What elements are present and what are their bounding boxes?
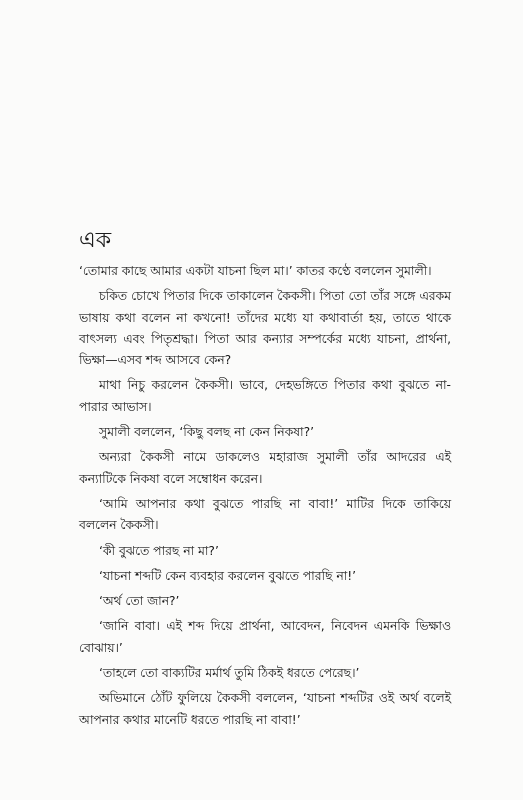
paragraph: চকিত চোখে পিতার দিকে তাকালেন কৈকসী। পিতা তো তাঁর সঙ্গে এরকম ভাষায় কথা বলেন না কখনো! তাঁদের মধ্যে যা কথাবার্তা হয়, তাতে থাকে বাৎসল্য এবং পিতৃশ্রদ্ধা। পিতা আর কন্যার সম্পর্কের মধ্যে যাচনা, প্রার্থনা, ভিক্ষা—এসব শব্দ আসবে কেন? xyxy=(79,289,451,368)
paragraph: ‘যাচনা শব্দটি কেন ব্যবহার করলেন বুঝতে পারছি না!’ xyxy=(99,568,357,583)
paragraph: সুমালী বললেন, ‘কিছু বলছ না কেন নিকষা?’ xyxy=(99,425,315,440)
paragraph: ‘তাহলে তো বাক্যটির মর্মার্থ তুমি ঠিকই ধরতে পেরেছ।’ xyxy=(99,666,360,681)
paragraph: মাথা নিচু করলেন কৈকসী। ভাবে, দেহভঙ্গিতে পিতার কথা বুঝতে না-পারার আভাস। xyxy=(79,378,451,414)
paragraph: অন্যরা কৈকসী নামে ডাকলেও মহারাজ সুমালী তাঁর আদরের এই কন্যাটিকে নিকষা বলে সম্বোধন করেন। xyxy=(79,450,451,486)
chapter-body xyxy=(79,261,451,735)
chapter-title: এক xyxy=(79,228,112,253)
paragraph: অভিমানে ঠোঁট ফুলিয়ে কৈকসী বললেন, ‘যাচনা শব্দটির ওই অর্থ বলেই আপনার কথার মানেটি ধরতে পারছি না বাবা!’ xyxy=(79,691,451,727)
paragraph: ‘জানি বাবা। এই শব্দ দিয়ে প্রার্থনা, আবেদন, নিবেদন এমনকি ভিক্ষাও বোঝায়।’ xyxy=(79,619,451,655)
paragraph: ‘কী বুঝতে পারছ না মা?’ xyxy=(99,543,219,558)
paragraph: ‘তোমার কাছে আমার একটা যাচনা ছিল মা।’ কাতর কণ্ঠে বললেন সুমালী। xyxy=(79,264,432,278)
paragraph: ‘আমি আপনার কথা বুঝতে পারছি না বাবা!’ মাটির দিকে তাকিয়ে বললেন কৈকসী। xyxy=(79,496,451,533)
paragraph: ‘অর্থ তো জান?’ xyxy=(99,594,180,609)
